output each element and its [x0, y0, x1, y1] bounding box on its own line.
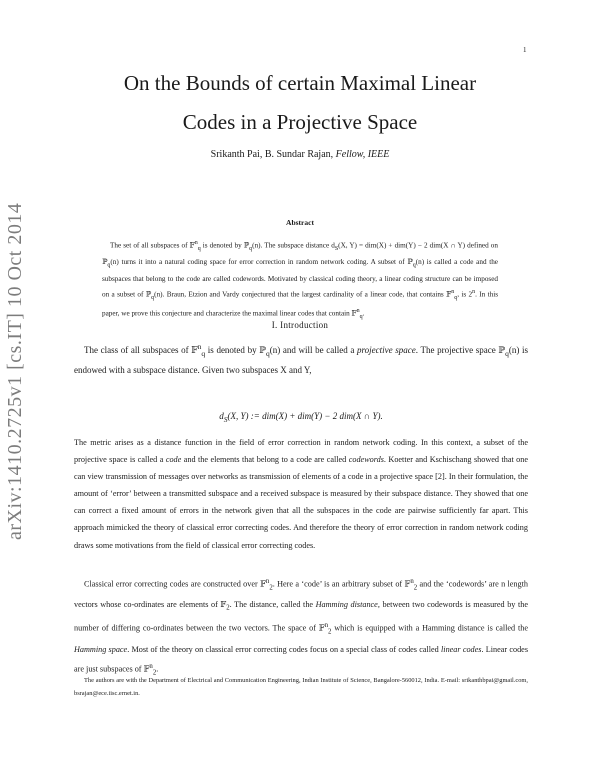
title-line-1: On the Bounds of certain Maximal Linear	[123, 71, 477, 95]
paper-title	[70, 64, 530, 142]
author-list	[70, 149, 530, 160]
abstract-paragraph: The set of all subspaces of 𝔽$^n_q$ is denoted by ℙ$_q$(n). The subspace distance $d_S(X$, Y) = dim(X) + dim(Y) − 2 dim(X ∩ Y) defined on ℙ$_q$(n) turns it into a natural coding space for error correction in random network coding. A subset of ℙ$_q$(n) is called a code and the subspaces that belong to the code are called codewords. Motivated by classical coding theory, a linear coding structure can be imposed on a subset of ℙ$_q$(n). Braun, Etzion and Vardy conjectured that the largest cardinality of a linear code, that contains 𝔽$^n_q$, is 2$^n$. In this paper, we prove this conjecture and characterize the maximal linear codes that contain 𝔽$^n_q$.	[102, 240, 498, 320]
arxiv-identifier-stamp[interactable]: arXiv:1410.2725v1 [cs.IT] 10 Oct 2014	[4, 202, 26, 540]
intro-paragraph-2: The metric arises as a distance function in the field of error correction in random network coding. In this context, a subset of the projective space is called a code and the elements that belong to a code are called codewords. Koetter and Kschischang showed that one can view transmission of messages over networks as transmission of elements of a code in a projective space [2]. In their formulation, the amount of ‘error’ between a transmitted subspace and a received subspace is measured by their subspace distance. They showed that one can correct a fixed amount of errors in the network given that all the subspaces in the code are pairwise sufficiently far apart. This approach mimicked the theory of classical error correcting codes. And therefore the theory of error correction in random network coding draws some motivations from the field of classical error correcting codes.	[74, 438, 528, 550]
section-heading-introduction: I. Introduction	[271, 320, 329, 330]
author-affiliation-suffix: Fellow, IEEE	[335, 149, 390, 160]
abstract-heading: Abstract	[286, 218, 314, 227]
intro-paragraph-1: The class of all subspaces of 𝔽$^n_q$ is denoted by ℙ$_q$(n) and will be called a projective space. The projective space ℙ$_q$(n) is endowed with a subspace distance. Given two subspaces X and Y,	[74, 342, 529, 375]
subspace-distance-equation: $d_S(X$, Y) := dim(X) + dim(Y) − 2 dim(X ∩ Y).	[219, 411, 383, 424]
page-number: 1	[523, 46, 527, 54]
author-names: Srikanth Pai, B. Sundar Rajan,	[210, 149, 334, 160]
title-line-2: Codes in a Projective Space	[182, 110, 418, 134]
intro-paragraph-3: Classical error correcting codes are constructed over 𝔽$^n_2$. Here a ‘code’ is an arbitrary subset of 𝔽$^n_2$ and the ‘codewords’ are n length vectors whose co-ordinates are elements of 𝔽$_2$. The distance, called the Hamming distance, between two codewords is measured by the number of differing co-ordinates between the two vectors. The space of 𝔽$^n_2$ which is equipped with a Hamming distance is called the Hamming space. Most of the theory on classical error correcting codes focus on a special class of codes called linear codes. Linear codes are just subspaces of 𝔽$^n_2$.	[74, 578, 529, 677]
author-footnote: The authors are with the Department of Electrical and Communication Engineering, Indian Institute of Science, Bangalore-560012, India. E-mail: srikanthbpai@gmail.com, bsrajan@ece.iisc.ernet.in.	[74, 677, 528, 697]
